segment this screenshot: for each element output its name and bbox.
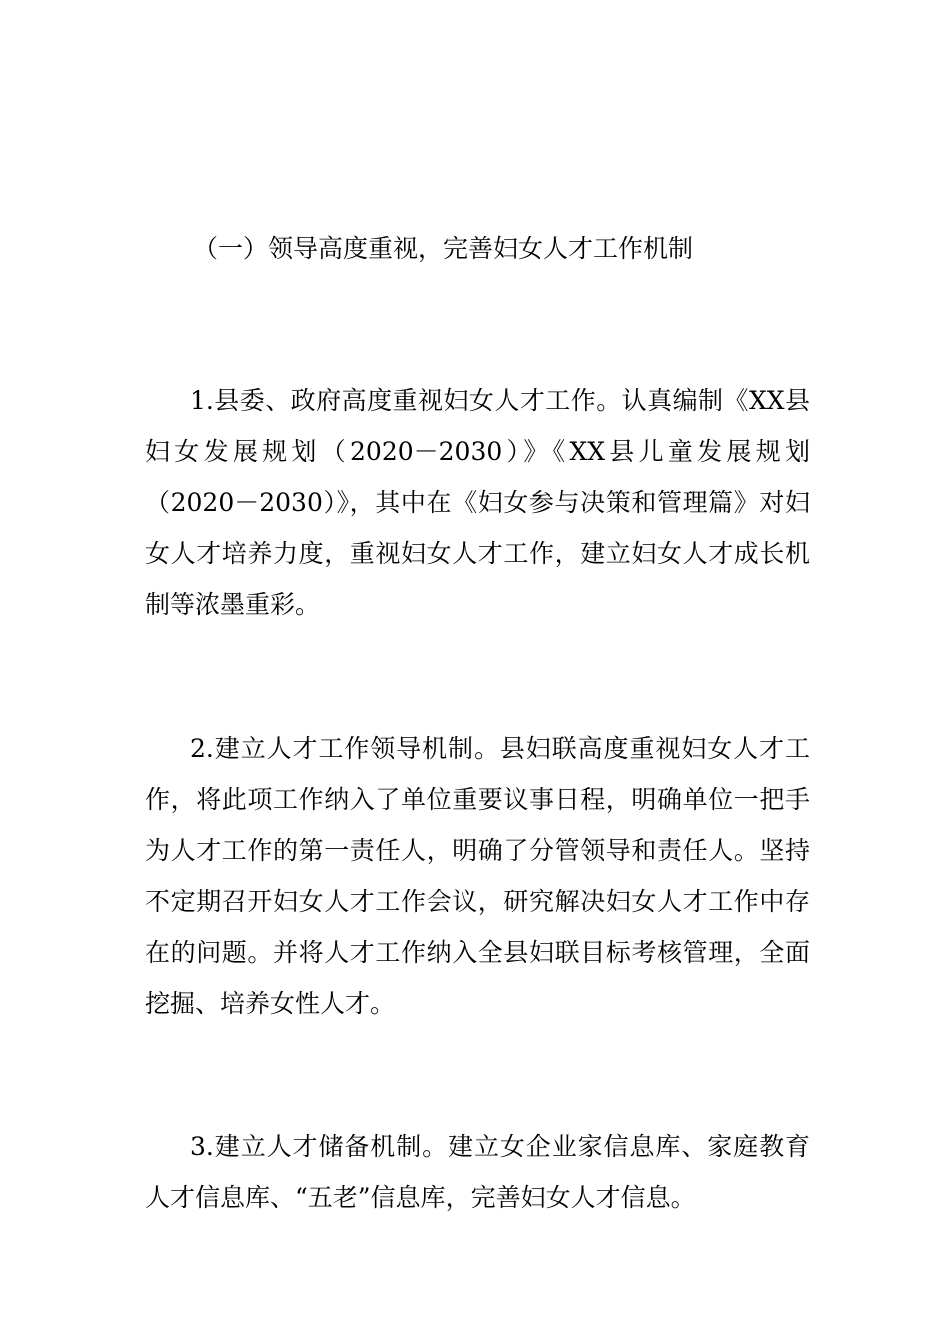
paragraph-3: 3.建立人才储备机制。建立女企业家信息库、家庭教育人才信息库、“五老”信息库，完善妇女人才信息。	[145, 1132, 810, 1212]
paragraph-2: 2.建立人才工作领导机制。县妇联高度重视妇女人才工作，将此项工作纳入了单位重要议事日程，明确单位一把手为人才工作的第一责任人，明确了分管领导和责任人。坚持不定期召开妇女人才工作会议，研究解决妇女人才工作中存在的问题。并将人才工作纳入全县妇联目标考核管理，全面挖掘、培养女性人才。	[145, 734, 810, 1018]
paragraph-1: 1.县委、政府高度重视妇女人才工作。认真编制《XX县妇女发展规划（2020－2030）》《XX县儿童发展规划（2020－2030）》，其中在《妇女参与决策和管理篇》对妇女人才培养力度，重视妇女人才工作，建立妇女人才成长机制等浓墨重彩。	[145, 386, 810, 619]
section-heading: （一）领导高度重视，完善妇女人才工作机制	[193, 234, 694, 263]
